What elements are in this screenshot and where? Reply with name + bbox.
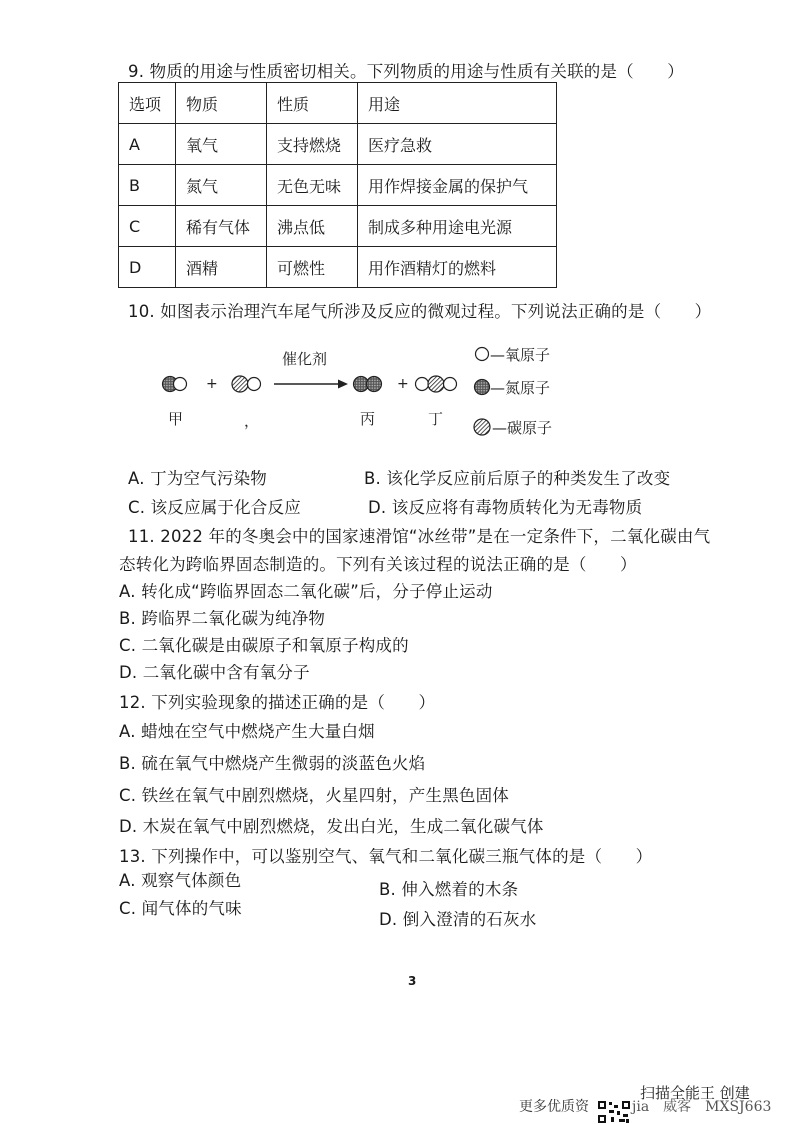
- oxygen-atom-icon: [444, 378, 457, 391]
- q12-stem: 12. 下列实验现象的描述正确的是（ ）: [119, 693, 436, 712]
- scanner-watermark: 扫描全能王 创建: [640, 1084, 750, 1102]
- table-cell: D: [119, 247, 176, 288]
- q10-stem: 10. 如图表示治理汽车尾气所涉及反应的微观过程。下列说法正确的是（ ）: [128, 302, 712, 321]
- q12-option-c: C. 铁丝在氧气中剧烈燃烧，火星四射，产生黑色固体: [119, 786, 510, 805]
- carbon-atom-icon: [232, 376, 248, 392]
- q10-option-b: B. 该化学反应前后原子的种类发生了改变: [364, 469, 671, 488]
- molecule-jia: [163, 377, 187, 392]
- legend-oxygen: —氧原子: [490, 346, 551, 364]
- q10-option-a: A. 丁为空气污染物: [128, 469, 267, 488]
- molecule-ding: [416, 376, 457, 392]
- q12-option-b: B. 硫在氧气中燃烧产生微弱的淡蓝色火焰: [119, 754, 426, 773]
- arrow-head-icon: [338, 380, 348, 389]
- table-header-row: [119, 83, 557, 124]
- table-cell: 医疗急救: [358, 124, 557, 165]
- table-header-cell: 物质: [176, 83, 267, 124]
- nitrogen-atom-icon: [475, 380, 490, 395]
- table-row: [119, 247, 557, 288]
- table-row: [119, 124, 557, 165]
- q12-option-a: A. 蜡烛在空气中燃烧产生大量白烟: [119, 722, 375, 741]
- table-cell: 可燃性: [267, 247, 358, 288]
- label-ding: 丁: [428, 410, 444, 428]
- table-cell: 无色无味: [267, 165, 358, 206]
- table-cell: C: [119, 206, 176, 247]
- oxygen-atom-icon: [174, 378, 187, 391]
- q10-option-c: C. 该反应属于化合反应: [128, 498, 301, 517]
- qr-code-icon: [597, 1100, 631, 1124]
- catalyst-label: 催化剂: [282, 350, 328, 368]
- table-cell: 沸点低: [267, 206, 358, 247]
- table-cell: B: [119, 165, 176, 206]
- carbon-atom-icon: [428, 376, 444, 392]
- q11-option-b: B. 跨临界二氧化碳为纯净物: [119, 609, 326, 628]
- oxygen-atom-icon: [476, 348, 489, 361]
- footer-text-left: 更多优质资: [519, 1099, 589, 1115]
- q9-stem: 9. 物质的用途与性质密切相关。下列物质的用途与性质有关联的是（ ）: [128, 62, 684, 81]
- table-cell: A: [119, 124, 176, 165]
- table-cell: 用作酒精灯的燃料: [358, 247, 557, 288]
- q11-stem-line1: 11. 2022 年的冬奥会中的国家速滑馆“冰丝带”是在一定条件下，二氧化碳由气: [128, 527, 711, 546]
- plus-sign: +: [397, 376, 409, 392]
- reaction-diagram: [150, 340, 580, 445]
- q13-option-b: B. 伸入燃着的木条: [379, 880, 519, 899]
- molecule-yi: [232, 376, 261, 392]
- q10-option-d: D. 该反应将有毒物质转化为无毒物质: [368, 498, 643, 517]
- q13-option-d: D. 倒入澄清的石灰水: [379, 910, 537, 929]
- table-cell: 支持燃烧: [267, 124, 358, 165]
- table-cell: 制成多种用途电光源: [358, 206, 557, 247]
- q13-option-c: C. 闻气体的气味: [119, 899, 242, 918]
- table-header-cell: 用途: [358, 83, 557, 124]
- legend-carbon: —碳原子: [492, 419, 553, 437]
- q11-option-c: C. 二氧化碳是由碳原子和氧原子构成的: [119, 636, 409, 655]
- table-header-cell: 选项: [119, 83, 176, 124]
- q12-option-d: D. 木炭在氧气中剧烈燃烧，发出白光，生成二氧化碳气体: [119, 817, 544, 836]
- nitrogen-atom-icon: [367, 377, 382, 392]
- footer-text-middle: jia 威客 MXSJ663: [632, 1099, 772, 1115]
- table-row: [119, 165, 557, 206]
- label-jia: 甲: [168, 410, 184, 428]
- table-cell: 酒精: [176, 247, 267, 288]
- page-number: 3: [408, 974, 417, 988]
- table-cell: 用作焊接金属的保护气: [358, 165, 557, 206]
- q11-stem-line2: 态转化为跨临界固态制造的。下列有关该过程的说法正确的是（ ）: [119, 555, 637, 574]
- molecule-bing: [354, 377, 382, 392]
- oxygen-atom-icon: [248, 378, 261, 391]
- carbon-atom-icon: [474, 419, 490, 435]
- q11-option-d: D. 二氧化碳中含有氧分子: [119, 663, 310, 682]
- label-yi: ，: [244, 412, 260, 430]
- table-row: [119, 206, 557, 247]
- table-header-cell: 性质: [267, 83, 358, 124]
- table-cell: 氧气: [176, 124, 267, 165]
- label-bing: 丙: [360, 410, 376, 428]
- legend-nitrogen: —氮原子: [490, 379, 551, 397]
- oxygen-atom-icon: [416, 378, 429, 391]
- q9-property-table: [118, 82, 557, 288]
- diagram-legend: [474, 346, 552, 437]
- q13-option-a: A. 观察气体颜色: [119, 871, 242, 890]
- table-cell: 氮气: [176, 165, 267, 206]
- q11-option-a: A. 转化成“跨临界固态二氧化碳”后，分子停止运动: [119, 582, 493, 601]
- plus-sign: +: [206, 376, 218, 392]
- q13-stem: 13. 下列操作中，可以鉴别空气、氧气和二氧化碳三瓶气体的是（ ）: [119, 847, 653, 866]
- table-cell: 稀有气体: [176, 206, 267, 247]
